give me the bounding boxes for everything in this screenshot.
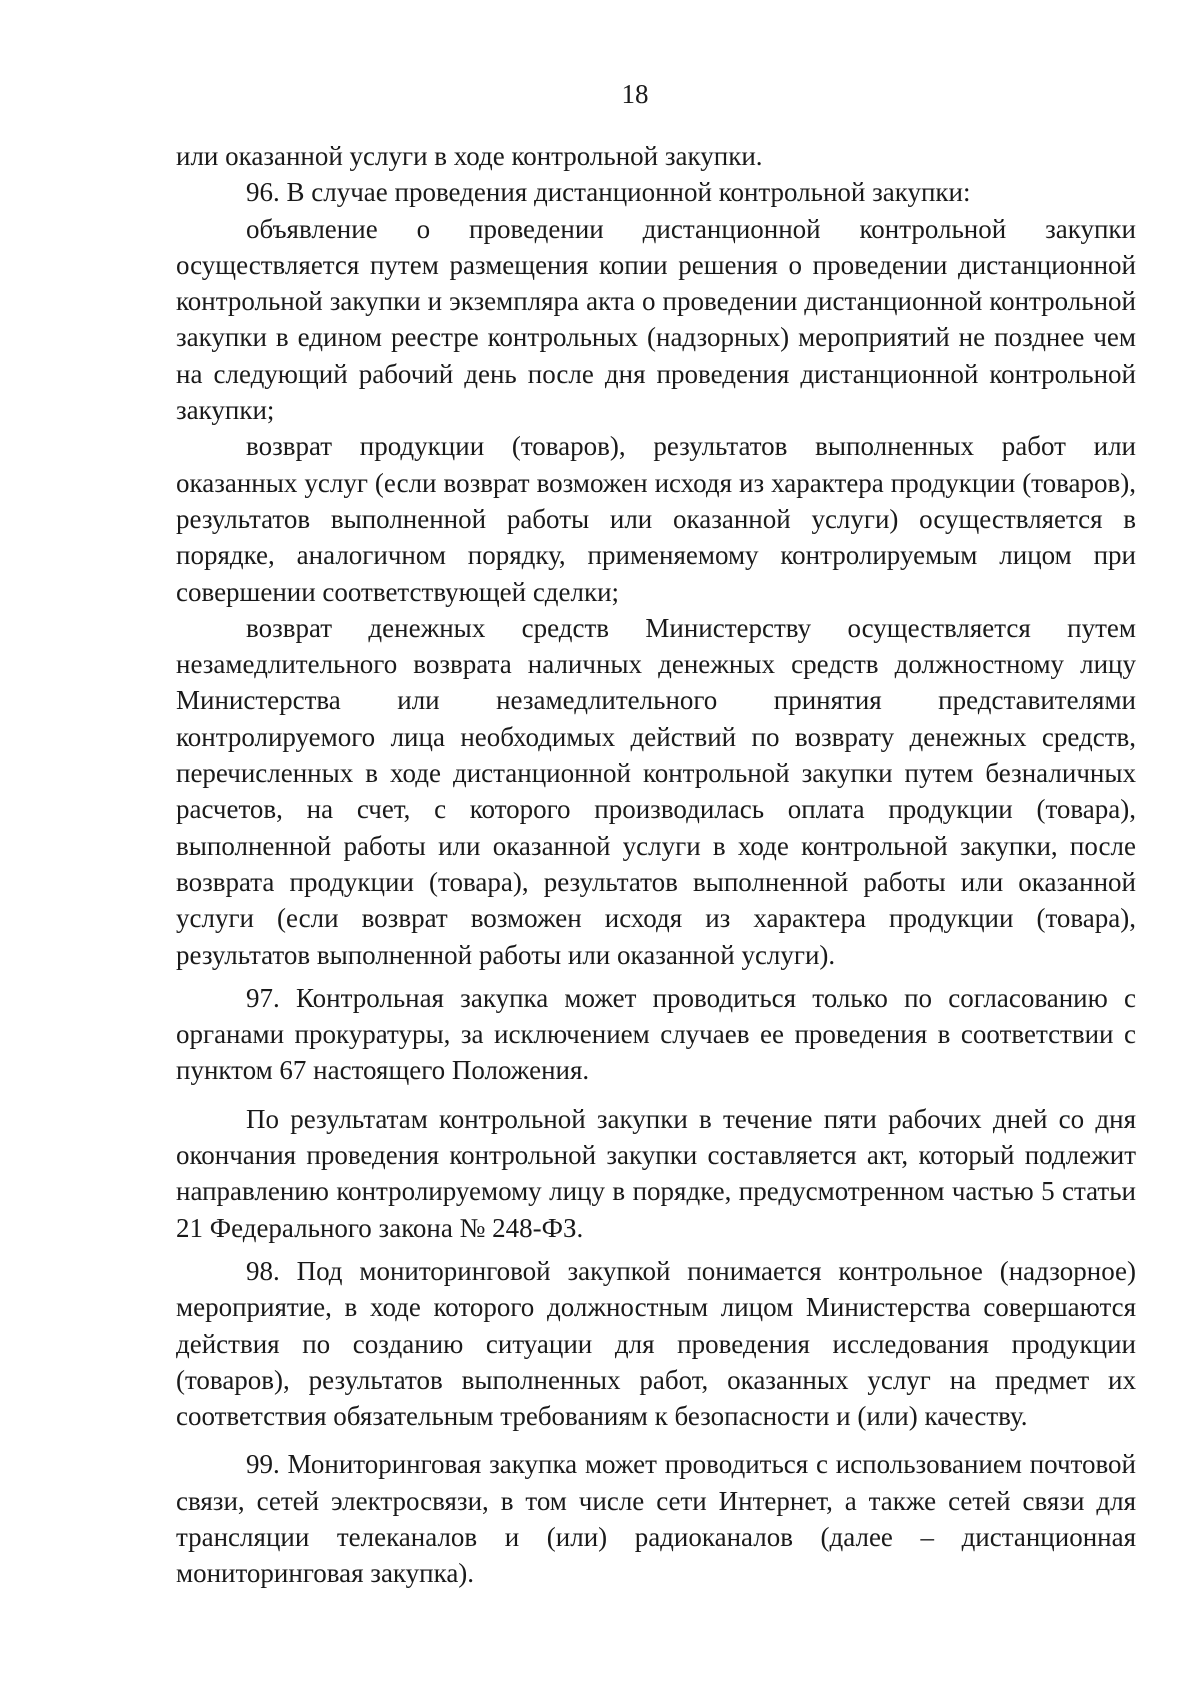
paragraph-98: 98. Под мониторинговой закупкой понимается контрольное (надзорное) мероприятие, в ходе которого должностным лицом Министерства совершаются действия по созданию ситуации для проведения исследования продукции (товаров), результатов выполненных работ, оказанных услуг на предмет их соответствия обязательным требованиям к безопасности и (или) качеству. bbox=[176, 1255, 1136, 1432]
page-number: 18 bbox=[621, 79, 649, 109]
document-body bbox=[176, 138, 1136, 1592]
paragraph-96: 96. В случае проведения дистанционной контрольной закупки: bbox=[246, 177, 971, 208]
paragraph-96-announcement: объявление о проведении дистанционной контрольной закупки осуществляется путем размещения копии решения о проведении дистанционной контрольной закупки и экземпляра акта о проведении дистанционной контрольной закупки в едином реестре контрольных (надзорных) мероприятий не позднее чем на следующий рабочий день после дня проведения дистанционной контрольной закупки; bbox=[176, 213, 1136, 426]
paragraph-continuation: или оказанной услуги в ходе контрольной закупки. bbox=[176, 141, 763, 171]
paragraph-97: 97. Контрольная закупка может проводиться только по согласованию с органами прокуратуры, за исключением случаев ее проведения в соответствии с пунктом 67 настоящего Положения. bbox=[176, 982, 1136, 1086]
paragraph-97-results: По результатам контрольной закупки в течение пяти рабочих дней со дня окончания проведения контрольной закупки составляется акт, который подлежит направлению контролируемому лицу в порядке, предусмотренном частью 5 статьи 21 Федерального закона № 248-ФЗ. bbox=[176, 1103, 1136, 1243]
paragraph-96-money-return: возврат денежных средств Министерству осуществляется путем незамедлительного возврата наличных денежных средств должностному лицу Министерства или незамедлительного принятия представителями контролируемого лица необходимых действий по возврату денежных средств, перечисленных в ходе дистанционной контрольной закупки путем безналичных расчетов, на счет, с которого производилась оплата продукции (товара), выполненной работы или оказанной услуги в ходе контрольной закупки, после возврата продукции (товара), результатов выполненной работы или оказанной услуги (если возврат возможен исходя из характера продукции (товара), результатов выполненной работы или оказанной услуги). bbox=[176, 612, 1136, 970]
paragraph-99: 99. Мониторинговая закупка может проводиться с использованием почтовой связи, сетей электросвязи, в том числе сети Интернет, а также сетей связи для трансляции телеканалов и (или) радиоканалов (далее – дистанционная мониторинговая закупка). bbox=[176, 1449, 1136, 1589]
paragraph-96-product-return: возврат продукции (товаров), результатов выполненных работ или оказанных услуг (если возврат возможен исходя из характера продукции (товаров), результатов выполненной работы или оказанной услуги) осуществляется в порядке, аналогичном порядку, применяемому контролируемым лицом при совершении соответствующей сделки; bbox=[176, 431, 1136, 607]
